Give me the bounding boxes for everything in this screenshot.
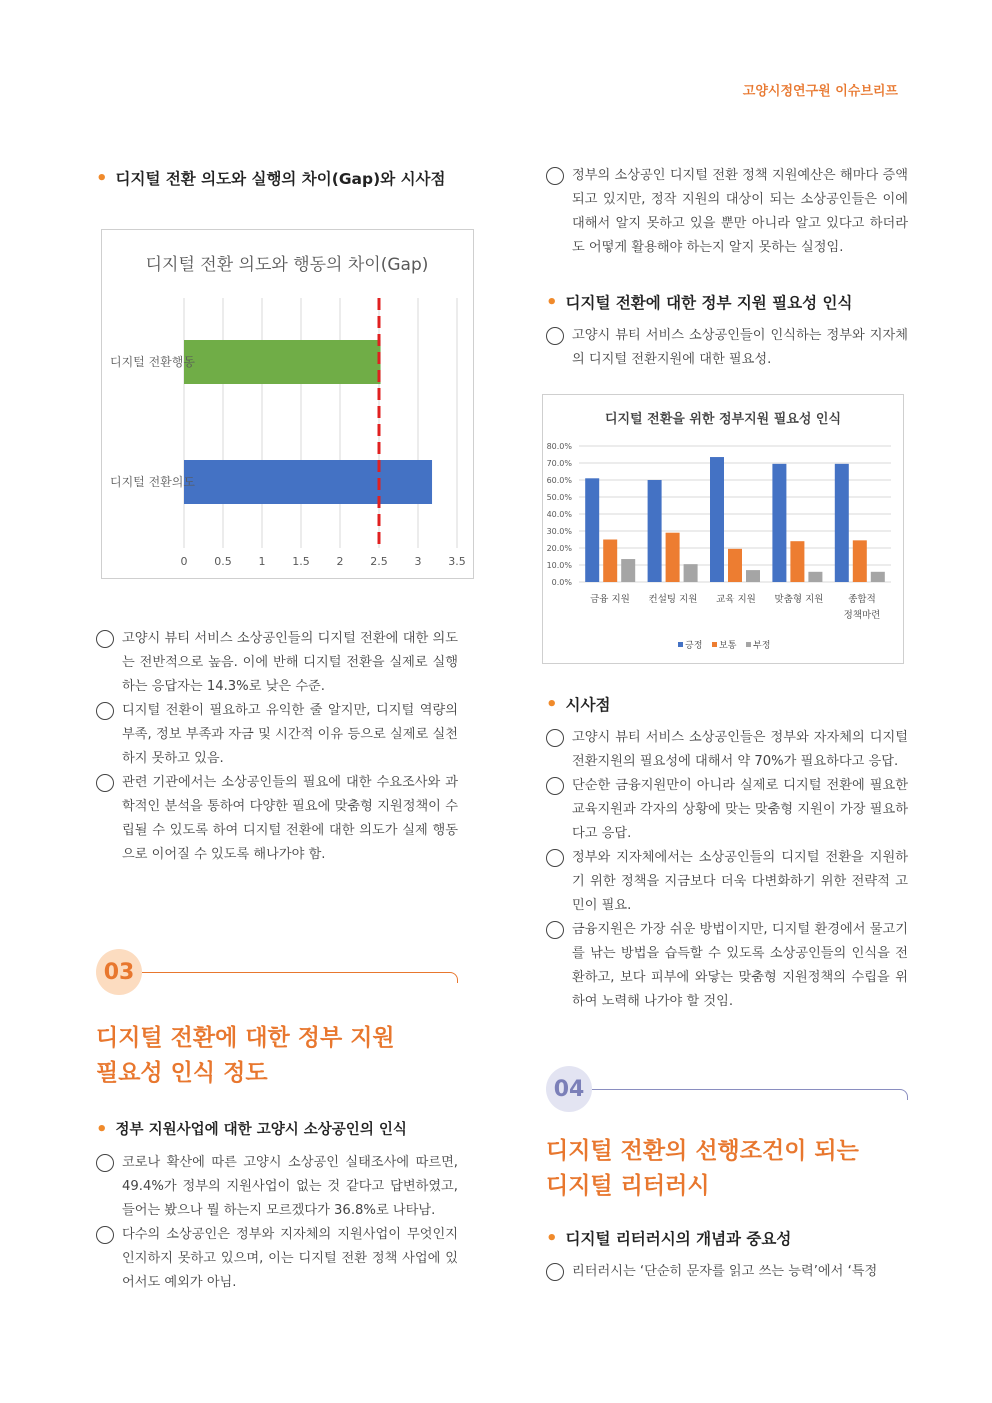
support-chart-xlabel: 맞춤형 지원 bbox=[774, 594, 824, 605]
legend-label: 부정 bbox=[753, 641, 771, 651]
gap-chart-tick: 3.5 bbox=[448, 555, 466, 568]
bullet-dot-icon: • bbox=[546, 694, 558, 715]
support-chart-ytick: 0.0% bbox=[551, 578, 572, 587]
gap-chart-tick: 0 bbox=[180, 555, 188, 568]
gap-chart-bar-intent bbox=[184, 460, 432, 504]
right-column bbox=[546, 168, 908, 1284]
gap-chart-cat-action: 디지털 전환행동 bbox=[110, 355, 195, 369]
support-chart-bar bbox=[710, 457, 724, 582]
legend-swatch-negative bbox=[746, 642, 751, 647]
support-chart-ytick: 10.0% bbox=[546, 561, 572, 570]
circle-bullet-icon bbox=[546, 849, 564, 867]
circle-bullet-icon bbox=[546, 921, 564, 939]
support-chart-title: 디지털 전환을 위한 정부지원 필요성 인식 bbox=[604, 412, 842, 427]
section-04-marker bbox=[546, 1066, 908, 1116]
gap-chart-title: 디지털 전환 의도와 행동의 차이(Gap) bbox=[145, 255, 429, 275]
paragraph: 리터러시는 ‘단순히 문자를 읽고 쓰는 능력’에서 ‘특정 bbox=[546, 1260, 908, 1284]
support-chart-bar bbox=[603, 540, 617, 583]
heading-gap-text: 디지털 전환 의도와 실행의 차이(Gap)와 시사점 bbox=[115, 170, 446, 188]
paragraph: 고양시 뷰티 서비스 소상공인들은 정부와 자자체의 디지털 전환지원의 필요성에 대해서 약 70%가 필요하다고 응답. bbox=[546, 726, 908, 774]
support-chart-bar bbox=[621, 559, 635, 582]
bullet-dot-icon: • bbox=[546, 1228, 558, 1249]
circle-bullet-icon bbox=[546, 729, 564, 747]
support-chart-bar bbox=[666, 533, 680, 582]
support-chart-bar bbox=[808, 572, 822, 582]
support-chart-xlabel: 교육 지원 bbox=[716, 594, 756, 605]
circle-bullet-icon bbox=[96, 1154, 114, 1172]
gap-chart-tick: 3 bbox=[414, 555, 422, 568]
paragraph: 정부의 소상공인 디지털 전환 정책 지원예산은 해마다 증액되고 있지만, 정작 지원의 대상이 되는 소상공인들은 이에 대해서 알지 못하고 있을 뿐만 아니라 알고 있다고 하더라도 어떻게 활용해야 하는지 알지 못하는 실정임. bbox=[546, 164, 908, 260]
support-chart-bar bbox=[772, 464, 786, 582]
heading-gap bbox=[96, 168, 458, 190]
support-chart-ytick: 80.0% bbox=[546, 442, 572, 451]
support-chart-bar bbox=[853, 540, 867, 582]
section-number: 03 bbox=[96, 949, 142, 995]
paragraph: 단순한 금융지원만이 아니라 실제로 디지털 전환에 필요한 교육지원과 각자의 상황에 맞는 맞춤형 지원이 가장 필요하다고 응답. bbox=[546, 774, 908, 846]
support-chart-legend bbox=[678, 639, 770, 651]
circle-bullet-icon bbox=[546, 777, 564, 795]
paragraph: 고양시 뷰티 서비스 소상공인들의 디지털 전환에 대한 의도는 전반적으로 높음. 이에 반해 디지털 전환을 실제로 실행하는 응답자는 14.3%로 낮은 수준. bbox=[96, 627, 458, 699]
legend-label: 긍정 bbox=[685, 641, 703, 651]
section-04-title-line1: 디지털 전환의 선행조건이 되는 bbox=[546, 1138, 859, 1164]
header-brand: 고양시정연구원 이슈브리프 bbox=[742, 84, 898, 99]
circle-bullet-icon bbox=[96, 1226, 114, 1244]
support-chart-ytick: 20.0% bbox=[546, 544, 572, 553]
legend-swatch-neutral bbox=[712, 642, 717, 647]
section-03-title-line2: 필요성 인식 정도 bbox=[96, 1060, 268, 1086]
paragraph: 금융지원은 가장 쉬운 방법이지만, 디지털 환경에서 물고기를 낚는 방법을 습득할 수 있도록 소상공인들의 인식을 전환하고, 보다 피부에 와닿는 맞춤형 지원정책의 수립을 위하여 노력해 나가야 할 것임. bbox=[546, 918, 908, 1014]
circle-bullet-icon bbox=[96, 774, 114, 792]
legend-swatch-positive bbox=[678, 642, 683, 647]
paragraph: 코로나 확산에 따른 고양시 소상공인 실태조사에 따르면, 49.4%가 정부의 지원사업이 없는 것 같다고 답변하였고, 들어는 봤으나 뭘 하는지 모르겠다가 36.8%로 나타남. bbox=[96, 1151, 458, 1223]
support-chart-bar bbox=[871, 572, 885, 582]
heading-literacy: • 디지털 리터러시의 개념과 중요성 bbox=[546, 1228, 792, 1249]
circle-bullet-icon bbox=[96, 630, 114, 648]
support-chart-xlabel: 종합적 정책마련 bbox=[843, 594, 881, 621]
gap-chart-tick: 2 bbox=[336, 555, 344, 568]
bullet-dot-icon: • bbox=[96, 168, 108, 189]
divider-end bbox=[447, 972, 458, 983]
gap-chart-cat-intent: 디지털 전환의도 bbox=[110, 475, 195, 489]
divider-end bbox=[897, 1089, 908, 1100]
support-chart-ytick: 60.0% bbox=[546, 476, 572, 485]
heading-implications: • 시사점 bbox=[546, 694, 611, 715]
legend-label: 보통 bbox=[719, 641, 737, 651]
section-04-title-line2: 디지털 리터러시 bbox=[546, 1173, 710, 1199]
support-chart-bar bbox=[684, 564, 698, 582]
support-chart-bar bbox=[835, 464, 849, 582]
support-chart-ytick: 30.0% bbox=[546, 527, 572, 536]
circle-bullet-icon bbox=[96, 702, 114, 720]
paragraph: 다수의 소상공인은 정부와 지자체의 지원사업이 무엇인지 인지하지 못하고 있으며, 이는 디지털 전환 정책 사업에 있어서도 예외가 아님. bbox=[96, 1223, 458, 1295]
support-chart-ytick: 50.0% bbox=[546, 493, 572, 502]
support-chart-svg bbox=[543, 395, 903, 663]
divider bbox=[592, 1089, 898, 1090]
heading-support-need: • 디지털 전환에 대한 정부 지원 필요성 인식 bbox=[546, 292, 853, 313]
support-chart-bar bbox=[585, 478, 599, 582]
support-chart-bar bbox=[790, 541, 804, 582]
gap-chart bbox=[101, 229, 474, 579]
paragraph: 정부와 지자체에서는 소상공인들의 디지털 전환을 지원하기 위한 정책을 지금보다 더욱 다변화하기 위한 전략적 고민이 필요. bbox=[546, 846, 908, 918]
paragraph: 고양시 뷰티 서비스 소상공인들이 인식하는 정부와 지자체의 디지털 전환지원에 대한 필요성. bbox=[546, 324, 908, 372]
divider bbox=[142, 972, 448, 973]
support-chart-ytick: 40.0% bbox=[546, 510, 572, 519]
section-03-title-line1: 디지털 전환에 대한 정부 지원 bbox=[96, 1025, 395, 1051]
bullet-dot-icon: • bbox=[546, 292, 558, 313]
gap-chart-tick: 1 bbox=[258, 555, 266, 568]
bullet-dot-icon: • bbox=[96, 1119, 108, 1140]
gap-chart-tick: 2.5 bbox=[370, 555, 388, 568]
section-03-marker bbox=[96, 949, 458, 999]
circle-bullet-icon bbox=[546, 1263, 564, 1281]
heading-perception: • 정부 지원사업에 대한 고양시 소상공인의 인식 bbox=[96, 1119, 407, 1140]
support-chart bbox=[542, 394, 904, 664]
support-chart-bar bbox=[728, 549, 742, 582]
left-column bbox=[96, 168, 466, 1295]
gap-chart-tick: 1.5 bbox=[292, 555, 310, 568]
paragraph: 관련 기관에서는 소상공인들의 필요에 대한 수요조사와 과학적인 분석을 통하여 다양한 필요에 맞춤형 지원정책이 수립될 수 있도록 하여 디지털 전환에 대한 의도가 실제 행동으로 이어질 수 있도록 해나가야 함. bbox=[96, 771, 458, 867]
support-chart-xlabel: 금융 지원 bbox=[590, 594, 630, 605]
gap-chart-tick: 0.5 bbox=[214, 555, 232, 568]
support-chart-bar bbox=[746, 570, 760, 582]
support-chart-bar bbox=[648, 480, 662, 582]
support-chart-xlabel: 컨설팅 지원 bbox=[648, 594, 698, 605]
paragraph: 디지털 전환이 필요하고 유익한 줄 알지만, 디지털 역량의 부족, 정보 부족과 자금 및 시간적 이유 등으로 실제로 실천하지 못하고 있음. bbox=[96, 699, 458, 771]
gap-chart-svg bbox=[102, 230, 473, 578]
gap-chart-bar-action bbox=[184, 340, 381, 384]
circle-bullet-icon bbox=[546, 167, 564, 185]
support-chart-ytick: 70.0% bbox=[546, 459, 572, 468]
circle-bullet-icon bbox=[546, 327, 564, 345]
section-number: 04 bbox=[546, 1066, 592, 1112]
